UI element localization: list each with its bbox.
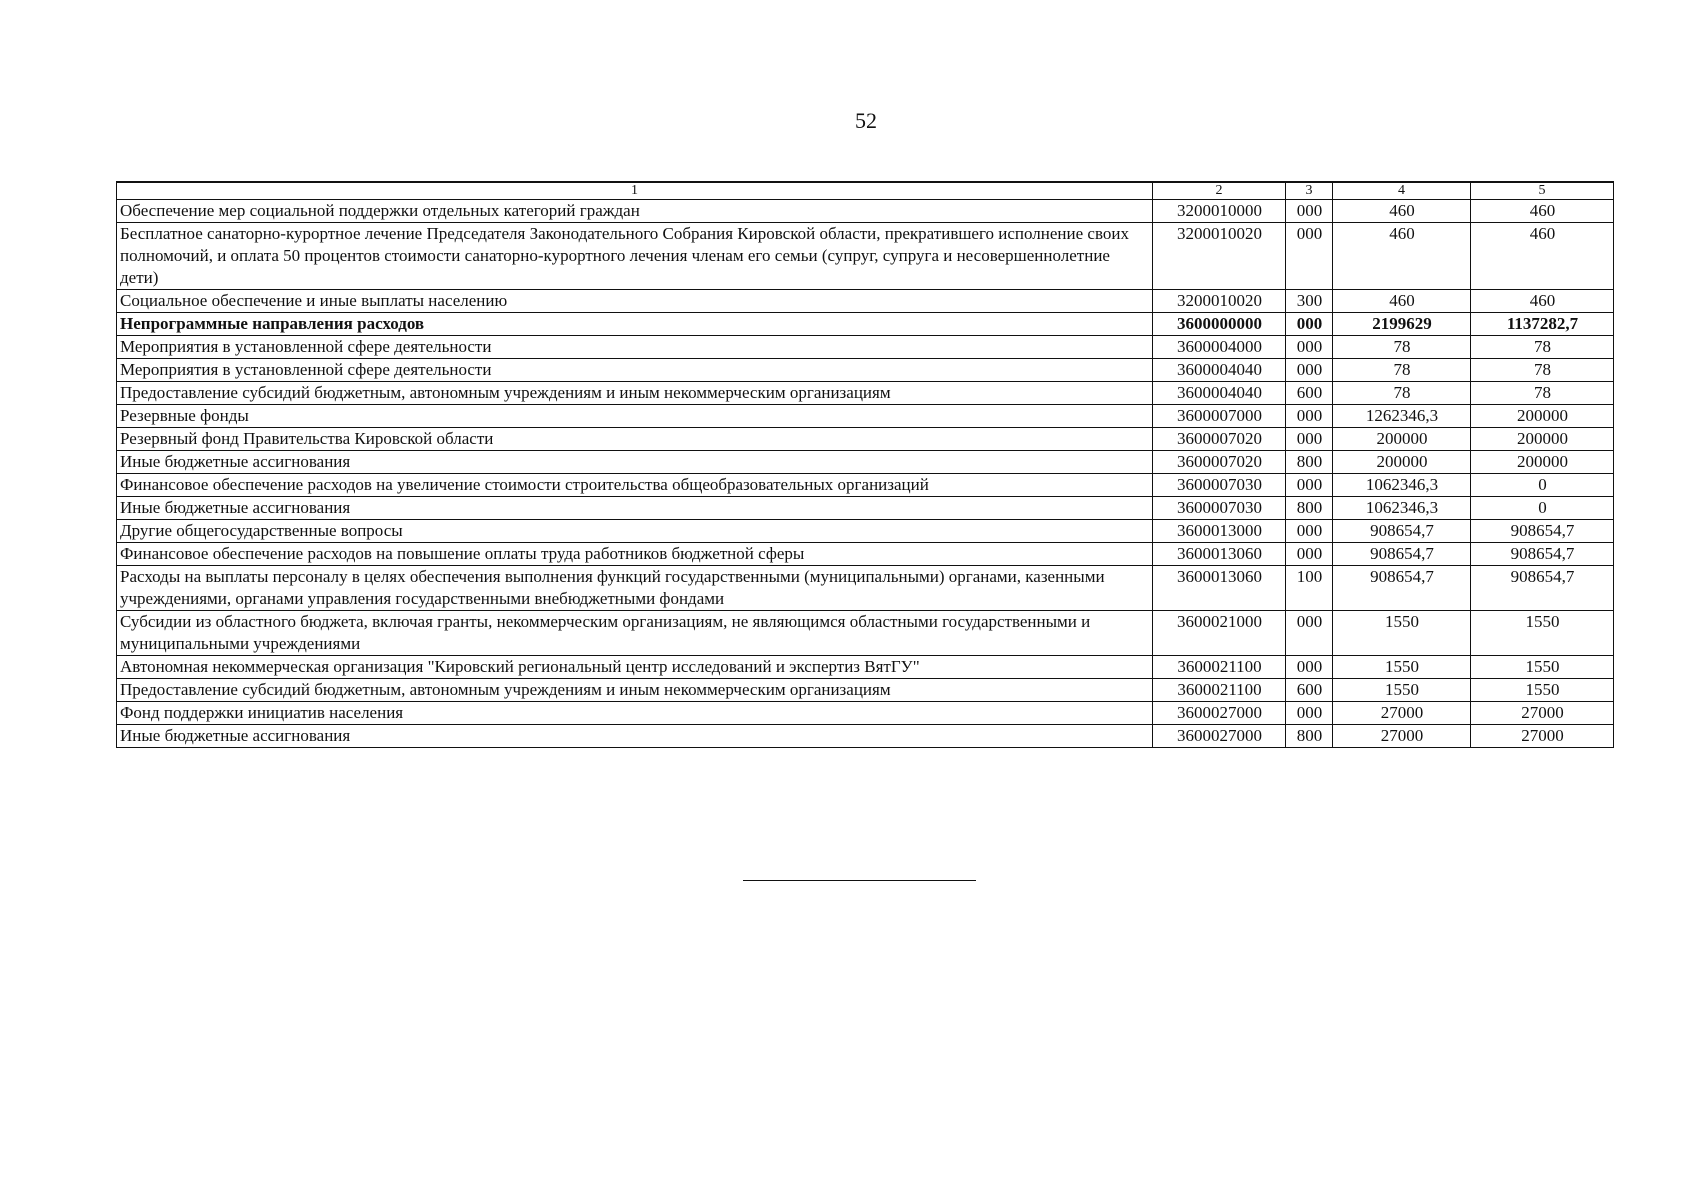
target-code: 3600013060 [1153,543,1286,566]
table-row [117,679,1614,702]
table-row [117,313,1614,336]
target-code: 3600013000 [1153,520,1286,543]
amount-col4: 460 [1333,290,1471,313]
amount-col4: 1262346,3 [1333,405,1471,428]
amount-col5: 27000 [1471,725,1614,748]
expense-name: Мероприятия в установленной сфере деятельности [117,359,1153,382]
table-row [117,359,1614,382]
target-code: 3200010000 [1153,200,1286,223]
amount-col4: 1062346,3 [1333,497,1471,520]
table-row [117,428,1614,451]
expense-type: 000 [1286,359,1333,382]
table-row [117,611,1614,656]
target-code: 3200010020 [1153,223,1286,290]
target-code: 3600007000 [1153,405,1286,428]
target-code: 3600004040 [1153,359,1286,382]
expense-type: 000 [1286,200,1333,223]
expense-type: 000 [1286,702,1333,725]
expense-type: 000 [1286,474,1333,497]
table-row [117,543,1614,566]
expense-name: Резервный фонд Правительства Кировской области [117,428,1153,451]
amount-col5: 908654,7 [1471,543,1614,566]
amount-col4: 27000 [1333,702,1471,725]
amount-col4: 2199629 [1333,313,1471,336]
expense-name: Финансовое обеспечение расходов на повышение оплаты труда работников бюджетной сферы [117,543,1153,566]
amount-col4: 908654,7 [1333,520,1471,543]
table-row [117,566,1614,611]
amount-col5: 460 [1471,290,1614,313]
column-number-row [117,182,1614,200]
expense-type: 000 [1286,656,1333,679]
expense-type: 000 [1286,223,1333,290]
amount-col5: 0 [1471,497,1614,520]
expense-type: 600 [1286,382,1333,405]
target-code: 3200010020 [1153,290,1286,313]
expense-name: Мероприятия в установленной сфере деятельности [117,336,1153,359]
expense-type: 000 [1286,313,1333,336]
amount-col5: 460 [1471,200,1614,223]
expense-name: Другие общегосударственные вопросы [117,520,1153,543]
expense-type: 000 [1286,611,1333,656]
expense-name: Непрограммные направления расходов [117,313,1153,336]
amount-col4: 1550 [1333,611,1471,656]
expense-name: Обеспечение мер социальной поддержки отдельных категорий граждан [117,200,1153,223]
amount-col5: 200000 [1471,405,1614,428]
expense-type: 100 [1286,566,1333,611]
page-number: 52 [855,108,877,133]
column-number: 2 [1153,182,1286,200]
amount-col5: 460 [1471,223,1614,290]
amount-col4: 78 [1333,359,1471,382]
target-code: 3600007020 [1153,451,1286,474]
amount-col5: 1550 [1471,611,1614,656]
table-row [117,474,1614,497]
expense-name: Социальное обеспечение и иные выплаты населению [117,290,1153,313]
table-row [117,520,1614,543]
table-row [117,702,1614,725]
target-code: 3600007030 [1153,474,1286,497]
expense-type: 800 [1286,725,1333,748]
expense-name: Иные бюджетные ассигнования [117,725,1153,748]
amount-col4: 1062346,3 [1333,474,1471,497]
target-code: 3600007020 [1153,428,1286,451]
target-code: 3600021100 [1153,679,1286,702]
amount-col4: 1550 [1333,656,1471,679]
amount-col5: 1550 [1471,656,1614,679]
amount-col4: 200000 [1333,428,1471,451]
amount-col5: 78 [1471,382,1614,405]
target-code: 3600027000 [1153,702,1286,725]
target-code: 3600004000 [1153,336,1286,359]
expense-type: 600 [1286,679,1333,702]
amount-col4: 460 [1333,200,1471,223]
target-code: 3600021100 [1153,656,1286,679]
amount-col5: 0 [1471,474,1614,497]
amount-col5: 1137282,7 [1471,313,1614,336]
table-row [117,200,1614,223]
expense-type: 000 [1286,336,1333,359]
amount-col4: 27000 [1333,725,1471,748]
expense-name: Финансовое обеспечение расходов на увеличение стоимости строительства общеобразовательных организаций [117,474,1153,497]
target-code: 3600027000 [1153,725,1286,748]
amount-col4: 1550 [1333,679,1471,702]
amount-col4: 460 [1333,223,1471,290]
amount-col4: 78 [1333,382,1471,405]
amount-col4: 908654,7 [1333,543,1471,566]
amount-col5: 908654,7 [1471,566,1614,611]
expense-type: 000 [1286,428,1333,451]
column-number: 4 [1333,182,1471,200]
amount-col5: 908654,7 [1471,520,1614,543]
expense-name: Фонд поддержки инициатив населения [117,702,1153,725]
target-code: 3600000000 [1153,313,1286,336]
closing-rule [743,880,976,881]
amount-col4: 200000 [1333,451,1471,474]
amount-col5: 78 [1471,359,1614,382]
table-row [117,725,1614,748]
expense-name: Субсидии из областного бюджета, включая гранты, некоммерческим организациям, не являющимся областными государственными и муниципальными учреждениями [117,611,1153,656]
table-row [117,451,1614,474]
amount-col5: 200000 [1471,451,1614,474]
column-number: 3 [1286,182,1333,200]
target-code: 3600007030 [1153,497,1286,520]
expense-type: 000 [1286,520,1333,543]
amount-col5: 78 [1471,336,1614,359]
expense-name: Резервные фонды [117,405,1153,428]
target-code: 3600021000 [1153,611,1286,656]
expense-type: 300 [1286,290,1333,313]
expense-type: 000 [1286,405,1333,428]
amount-col5: 200000 [1471,428,1614,451]
table-row [117,497,1614,520]
expense-type: 800 [1286,497,1333,520]
table-row [117,223,1614,290]
expense-name: Бесплатное санаторно-курортное лечение Председателя Законодательного Собрания Кировской области, прекратившего исполнение своих полномочий, и оплата 50 процентов стоимости санаторно-курортного лечения членам его семьи (супруг, супруга и несовершеннолетние дети) [117,223,1153,290]
column-number: 5 [1471,182,1614,200]
table-row [117,405,1614,428]
table-row [117,656,1614,679]
table-row [117,290,1614,313]
expense-type: 800 [1286,451,1333,474]
expense-type: 000 [1286,543,1333,566]
expense-name: Иные бюджетные ассигнования [117,497,1153,520]
expense-name: Иные бюджетные ассигнования [117,451,1153,474]
table-row [117,382,1614,405]
expense-name: Предоставление субсидий бюджетным, автономным учреждениям и иным некоммерческим организациям [117,679,1153,702]
target-code: 3600004040 [1153,382,1286,405]
budget-table [116,181,1614,748]
amount-col5: 27000 [1471,702,1614,725]
amount-col5: 1550 [1471,679,1614,702]
expense-name: Расходы на выплаты персоналу в целях обеспечения выполнения функций государственными (муниципальными) органами, казенными учреждениями, органами управления государственными внебюджетными фондами [117,566,1153,611]
expense-name: Автономная некоммерческая организация "Кировский региональный центр исследований и экспертиз ВятГУ" [117,656,1153,679]
table-row [117,336,1614,359]
amount-col4: 908654,7 [1333,566,1471,611]
column-number: 1 [117,182,1153,200]
amount-col4: 78 [1333,336,1471,359]
expense-name: Предоставление субсидий бюджетным, автономным учреждениям и иным некоммерческим организациям [117,382,1153,405]
target-code: 3600013060 [1153,566,1286,611]
